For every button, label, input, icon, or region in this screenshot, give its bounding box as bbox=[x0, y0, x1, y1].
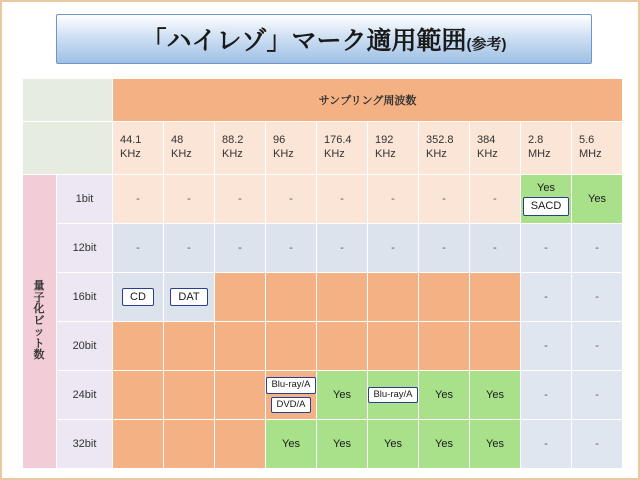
cell-yes: Yes bbox=[486, 438, 504, 450]
cell-content bbox=[266, 322, 316, 370]
table-cell bbox=[572, 175, 623, 224]
table-cell bbox=[266, 175, 317, 224]
cell-dash: - bbox=[238, 242, 242, 254]
cell-content bbox=[113, 322, 163, 370]
cell-dash: - bbox=[136, 193, 140, 205]
table-cell bbox=[164, 175, 215, 224]
row-label-bitdepth: 12bit bbox=[57, 224, 113, 273]
table-cell bbox=[266, 273, 317, 322]
freq-value: 96 bbox=[273, 134, 286, 147]
cell-content bbox=[164, 224, 214, 272]
freq-value: 384 bbox=[477, 134, 496, 147]
table-cell bbox=[266, 371, 317, 420]
cell-content bbox=[164, 420, 214, 468]
table-cell bbox=[317, 175, 368, 224]
table-cell bbox=[521, 273, 572, 322]
freq-column-header bbox=[368, 122, 419, 175]
table-cell bbox=[572, 322, 623, 371]
cell-content bbox=[419, 322, 469, 370]
table-cell bbox=[368, 420, 419, 469]
cell-content bbox=[572, 322, 622, 370]
cell-yes: Yes bbox=[435, 438, 453, 450]
table-cell bbox=[368, 371, 419, 420]
cell-content bbox=[317, 273, 367, 321]
table-grid bbox=[22, 78, 623, 469]
freq-unit: MHz bbox=[528, 148, 551, 160]
cell-content bbox=[113, 371, 163, 419]
format-label-box: Blu-ray/A bbox=[368, 387, 417, 403]
table-cell bbox=[368, 224, 419, 273]
freq-column-header bbox=[164, 122, 215, 175]
cell-content bbox=[113, 273, 163, 321]
freq-unit: KHz bbox=[171, 148, 192, 160]
cell-yes: Yes bbox=[537, 182, 555, 195]
cell-dash: - bbox=[391, 193, 395, 205]
table-cell bbox=[164, 420, 215, 469]
cell-yes: Yes bbox=[486, 389, 504, 401]
table-cell bbox=[368, 273, 419, 322]
freq-unit: KHz bbox=[426, 148, 447, 160]
cell-content bbox=[470, 371, 520, 419]
cell-content bbox=[368, 420, 418, 468]
cell-dash: - bbox=[595, 242, 599, 254]
cell-dash: - bbox=[544, 242, 548, 254]
table-cell bbox=[572, 273, 623, 322]
table-row bbox=[23, 322, 623, 371]
cell-dash: - bbox=[187, 242, 191, 254]
table-cell bbox=[164, 371, 215, 420]
cell-content bbox=[368, 273, 418, 321]
cell-content bbox=[521, 175, 571, 223]
table-cell bbox=[419, 371, 470, 420]
table-cell bbox=[215, 371, 266, 420]
cell-content bbox=[572, 420, 622, 468]
cell-content bbox=[470, 420, 520, 468]
cell-dash: - bbox=[544, 438, 548, 450]
cell-dash: - bbox=[442, 242, 446, 254]
freq-value: 48 bbox=[171, 134, 184, 147]
cell-dash: - bbox=[289, 193, 293, 205]
cell-content bbox=[470, 175, 520, 223]
format-label-box: CD bbox=[122, 288, 154, 306]
table-cell bbox=[113, 371, 164, 420]
cell-dash: - bbox=[442, 193, 446, 205]
table-cell bbox=[470, 420, 521, 469]
cell-content bbox=[266, 273, 316, 321]
row-label-bitdepth: 1bit bbox=[57, 175, 113, 224]
cell-content bbox=[419, 175, 469, 223]
format-label-box: SACD bbox=[523, 197, 570, 215]
table-cell bbox=[368, 175, 419, 224]
cell-content bbox=[215, 322, 265, 370]
table-cell bbox=[164, 273, 215, 322]
cell-dash: - bbox=[187, 193, 191, 205]
title-banner bbox=[56, 14, 592, 64]
cell-content bbox=[470, 322, 520, 370]
table-cell bbox=[470, 322, 521, 371]
cell-content bbox=[317, 322, 367, 370]
table-cell bbox=[266, 420, 317, 469]
table-row bbox=[23, 175, 623, 224]
table-cell bbox=[470, 273, 521, 322]
compatibility-table bbox=[22, 78, 622, 468]
freq-value: 44.1 bbox=[120, 134, 142, 147]
cell-content bbox=[164, 371, 214, 419]
freq-column-header bbox=[470, 122, 521, 175]
cell-content bbox=[215, 420, 265, 468]
cell-content bbox=[266, 224, 316, 272]
cell-content bbox=[368, 322, 418, 370]
cell-content bbox=[164, 175, 214, 223]
table-cell bbox=[164, 224, 215, 273]
cell-content bbox=[266, 420, 316, 468]
cell-dash: - bbox=[493, 242, 497, 254]
page-title-main: 「ハイレゾ」マーク適用範囲 bbox=[141, 27, 467, 55]
cell-content bbox=[368, 175, 418, 223]
freq-value: 2.8 bbox=[528, 134, 544, 147]
cell-content bbox=[419, 224, 469, 272]
table-cell bbox=[521, 175, 572, 224]
cell-content bbox=[470, 273, 520, 321]
table-cell bbox=[419, 224, 470, 273]
cell-content bbox=[266, 371, 316, 419]
row-label-bitdepth: 32bit bbox=[57, 420, 113, 469]
cell-content bbox=[215, 175, 265, 223]
table-cell bbox=[521, 371, 572, 420]
table-cell bbox=[317, 224, 368, 273]
freq-value: 352.8 bbox=[426, 134, 454, 147]
table-cell bbox=[317, 273, 368, 322]
table-cell bbox=[113, 175, 164, 224]
table-cell bbox=[572, 420, 623, 469]
table-cell bbox=[164, 322, 215, 371]
cell-content bbox=[521, 322, 571, 370]
cell-content bbox=[572, 273, 622, 321]
cell-content bbox=[215, 273, 265, 321]
table-cell bbox=[470, 175, 521, 224]
cell-dash: - bbox=[238, 193, 242, 205]
row-label-bitdepth: 20bit bbox=[57, 322, 113, 371]
freq-value: 192 bbox=[375, 134, 394, 147]
freq-unit: KHz bbox=[120, 148, 141, 160]
cell-content bbox=[521, 371, 571, 419]
cell-content bbox=[470, 224, 520, 272]
table-cell bbox=[113, 322, 164, 371]
cell-content bbox=[572, 175, 622, 223]
table-corner-cell bbox=[23, 79, 113, 122]
freq-unit: KHz bbox=[273, 148, 294, 160]
freq-column-header bbox=[113, 122, 164, 175]
cell-content bbox=[368, 371, 418, 419]
cell-yes: Yes bbox=[435, 389, 453, 401]
freq-unit: KHz bbox=[477, 148, 498, 160]
cell-content bbox=[164, 322, 214, 370]
cell-content bbox=[317, 420, 367, 468]
table-header-row-main bbox=[23, 79, 623, 122]
table-header-row-frequencies bbox=[23, 122, 623, 175]
cell-content bbox=[521, 273, 571, 321]
cell-content bbox=[317, 224, 367, 272]
cell-content bbox=[419, 273, 469, 321]
freq-value: 176.4 bbox=[324, 134, 352, 147]
cell-content bbox=[521, 420, 571, 468]
cell-dash: - bbox=[493, 193, 497, 205]
cell-content bbox=[113, 224, 163, 272]
table-cell bbox=[215, 273, 266, 322]
table-cell bbox=[419, 175, 470, 224]
page-title bbox=[141, 21, 506, 57]
cell-dash: - bbox=[595, 389, 599, 401]
cell-dash: - bbox=[544, 291, 548, 303]
cell-content bbox=[164, 273, 214, 321]
row-header-quantization-bits: 量 子 化 ビ ッ ト 数 bbox=[23, 175, 57, 469]
freq-column-header bbox=[215, 122, 266, 175]
table-cell bbox=[317, 322, 368, 371]
table-cell bbox=[470, 371, 521, 420]
cell-dash: - bbox=[544, 389, 548, 401]
cell-content bbox=[113, 420, 163, 468]
format-label-box: Blu-ray/A bbox=[266, 377, 315, 393]
row-label-bitdepth: 24bit bbox=[57, 371, 113, 420]
table-cell bbox=[317, 371, 368, 420]
cell-yes: Yes bbox=[588, 193, 606, 205]
freq-column-header bbox=[521, 122, 572, 175]
format-label-box: DVD/A bbox=[271, 397, 310, 413]
freq-column-header bbox=[572, 122, 623, 175]
freq-unit: MHz bbox=[579, 148, 602, 160]
column-header-sampling-frequency: サンプリング周波数 bbox=[113, 79, 623, 122]
cell-content bbox=[419, 420, 469, 468]
table-row bbox=[23, 420, 623, 469]
table-cell bbox=[113, 224, 164, 273]
table-cell bbox=[419, 273, 470, 322]
cell-content bbox=[368, 224, 418, 272]
cell-content bbox=[317, 371, 367, 419]
freq-unit: KHz bbox=[375, 148, 396, 160]
table-cell bbox=[368, 322, 419, 371]
table-cell bbox=[113, 273, 164, 322]
cell-dash: - bbox=[595, 438, 599, 450]
cell-dash: - bbox=[544, 340, 548, 352]
table-cell bbox=[215, 322, 266, 371]
table-cell bbox=[521, 420, 572, 469]
page-title-sub: (参考) bbox=[466, 36, 507, 53]
table-row bbox=[23, 273, 623, 322]
table-cell bbox=[521, 224, 572, 273]
freq-value: 88.2 bbox=[222, 134, 244, 147]
cell-dash: - bbox=[340, 193, 344, 205]
cell-dash: - bbox=[136, 242, 140, 254]
table-row bbox=[23, 224, 623, 273]
table-row bbox=[23, 371, 623, 420]
cell-yes: Yes bbox=[282, 438, 300, 450]
table-cell bbox=[317, 420, 368, 469]
cell-content bbox=[113, 175, 163, 223]
cell-dash: - bbox=[595, 291, 599, 303]
cell-content bbox=[572, 224, 622, 272]
cell-yes: Yes bbox=[333, 438, 351, 450]
cell-content bbox=[215, 224, 265, 272]
table-cell bbox=[572, 224, 623, 273]
cell-content bbox=[317, 175, 367, 223]
table-cell bbox=[266, 322, 317, 371]
cell-yes: Yes bbox=[333, 389, 351, 401]
cell-dash: - bbox=[340, 242, 344, 254]
cell-content bbox=[419, 371, 469, 419]
table-cell bbox=[215, 224, 266, 273]
cell-content bbox=[572, 371, 622, 419]
cell-dash: - bbox=[391, 242, 395, 254]
cell-dash: - bbox=[595, 340, 599, 352]
table-cell bbox=[266, 224, 317, 273]
freq-column-header bbox=[419, 122, 470, 175]
row-label-bitdepth: 16bit bbox=[57, 273, 113, 322]
table-cell bbox=[470, 224, 521, 273]
cell-content bbox=[266, 175, 316, 223]
table-cell bbox=[419, 420, 470, 469]
table-cell bbox=[419, 322, 470, 371]
cell-content bbox=[521, 224, 571, 272]
table-corner-cell-2 bbox=[23, 122, 113, 175]
table-cell bbox=[521, 322, 572, 371]
table-cell bbox=[215, 420, 266, 469]
cell-content bbox=[215, 371, 265, 419]
freq-unit: KHz bbox=[324, 148, 345, 160]
freq-unit: KHz bbox=[222, 148, 243, 160]
format-label-box: DAT bbox=[170, 288, 207, 306]
cell-dash: - bbox=[289, 242, 293, 254]
freq-column-header bbox=[266, 122, 317, 175]
table-cell bbox=[572, 371, 623, 420]
table-cell bbox=[113, 420, 164, 469]
cell-yes: Yes bbox=[384, 438, 402, 450]
freq-column-header bbox=[317, 122, 368, 175]
freq-value: 5.6 bbox=[579, 134, 595, 147]
table-cell bbox=[215, 175, 266, 224]
